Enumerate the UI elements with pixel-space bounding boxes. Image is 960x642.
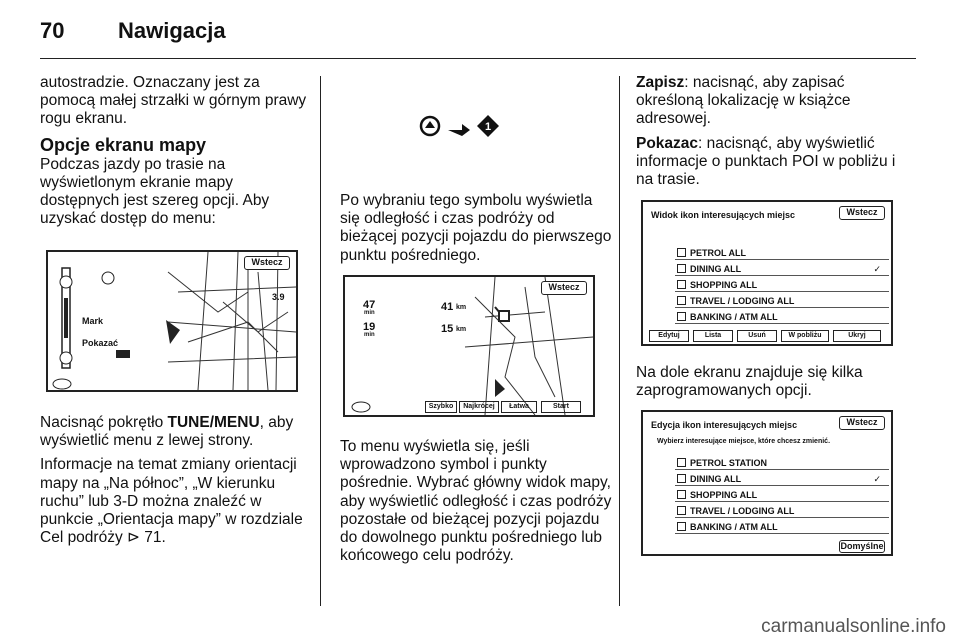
distance-km-2: 15 [441,323,454,335]
column-divider [619,76,620,606]
tab-shortest[interactable]: Najkrócej [459,401,499,413]
list-item[interactable]: TRAVEL / LODGING ALL [675,294,889,308]
section-heading: Opcje ekranu mapy [40,134,207,155]
poi-icon [677,506,686,515]
unit-km: km [456,326,467,333]
defaults-button[interactable]: Domyślne [840,541,884,551]
edit-button[interactable]: Edytuj [649,330,689,342]
back-button[interactable]: Wstecz [839,206,885,220]
paragraph: autostradzie. Oznaczany jest za pomocą małej strzałki w górnym prawy rogu ekranu. [40,74,307,128]
svg-text:1: 1 [484,121,492,133]
nearby-button[interactable]: W pobliżu [781,330,829,342]
unit-min: min [364,310,375,316]
map-graphic [345,277,593,415]
screen-title: Widok ikon interesujących miejsc [651,210,795,220]
distance-value: 3.9 [272,292,285,302]
back-button[interactable]: Wstecz [839,416,885,430]
menu-item-show[interactable]: Pokazać [82,338,119,348]
back-button[interactable]: Wstecz [541,281,587,295]
list-item[interactable]: DINING ALL ✓ [675,262,889,276]
tab-fastest[interactable]: Szybko [425,401,457,413]
list-item[interactable]: SHOPPING ALL [675,488,889,502]
page-title: Nawigacja [118,18,226,43]
poi-icon [677,474,686,483]
column-2 [340,192,612,271]
column-divider [320,76,321,606]
poi-icon [677,490,686,499]
distance-km-1: 41 [441,301,454,313]
paragraph: To menu wyświetla się, jeśli wprowadzono symbol i punkty pośrednie. Wybrać główny widok mapy, aby wyświetlić odległość i czas podróży pozostałe od bieżącej pozycji pojazdu do dowolnego punktu pośredniego lub końcowego celu podróży. [340,438,612,565]
list-item[interactable]: SHOPPING ALL [675,278,889,292]
menu-item-mark[interactable]: Mark [82,316,104,326]
screen-title: Edycja ikon interesujących miejsc [651,420,798,430]
list-button[interactable]: Lista [693,330,733,342]
unit-km: km [456,304,467,311]
unit-min: min [364,332,375,338]
map-menu-screen [46,250,298,392]
tab-start[interactable]: Start [541,401,581,413]
paragraph: Podczas jazdy po trasie na wyświetlonym ekranie mapy dostępnych jest szereg opcji. Aby uzyskać dostęp do menu: [40,155,270,228]
paragraph: Informacje na temat zmiany orientacji mapy na „Na północ”, „W kierunku ruchu” lub 3-D można znaleźć w punkcie „Orientacja mapy” w rozdziale Cel podróży ⊳ 71. [40,456,303,547]
poi-view-screen [641,200,893,346]
paragraph: Nacisnąć pokrętło TUNE/MENU, aby wyświetlić menu z lewej strony. [40,414,294,450]
paragraph: Na dole ekranu znajduje się kilka zaprogramowanych opcji. [636,364,863,400]
column-2-lower [340,438,612,571]
poi-icon [677,458,686,467]
checkmark-icon: ✓ [873,264,881,274]
list-item[interactable]: PETROL STATION [675,456,889,470]
watermark: carmanualsonline.info [761,616,946,637]
time-minutes-2: 19 [363,321,376,333]
back-button[interactable]: Wstecz [244,256,290,270]
delete-button[interactable]: Usuń [737,330,777,342]
column-1 [40,74,312,234]
column-1-lower [40,414,312,553]
waypoint-symbol-icon [412,104,512,148]
list-item[interactable]: DINING ALL ✓ [675,472,889,486]
time-minutes-1: 47 [363,299,376,311]
route-times-screen [343,275,595,417]
column-3 [636,74,912,195]
list-item[interactable]: BANKING / ATM ALL [675,520,889,534]
poi-icon [677,312,686,321]
page-number: 70 [40,18,65,43]
column-3-lower [636,364,912,406]
poi-icon [677,296,686,305]
header-rule [40,58,916,59]
list-item[interactable]: TRAVEL / LODGING ALL [675,504,889,518]
paragraph: Zapisz: nacisnąć, aby zapisać określoną lokalizację w książce adresowej. [636,74,851,128]
screen-subtitle: Wybierz interesujące miejsce, które chcesz zmienić. [657,438,831,445]
list-item[interactable]: BANKING / ATM ALL [675,310,889,324]
tab-easy[interactable]: Łatwa [501,401,537,413]
paragraph: Po wybraniu tego symbolu wyświetla się odległość i czas podróży od bieżącej pozycji pojazdu do pierwszego punktu pośredniego. [340,192,612,264]
poi-icon [677,522,686,531]
list-item[interactable]: PETROL ALL [675,246,889,260]
checkmark-icon: ✓ [873,474,881,484]
paragraph: Pokazac: nacisnąć, aby wyświetlić informacje o punktach POI w pobliżu i na trasie. [636,134,896,189]
poi-icon [677,248,686,257]
poi-icon [677,280,686,289]
hide-button[interactable]: Ukryj [833,330,881,342]
poi-icon [677,264,686,273]
poi-edit-screen [641,410,893,556]
